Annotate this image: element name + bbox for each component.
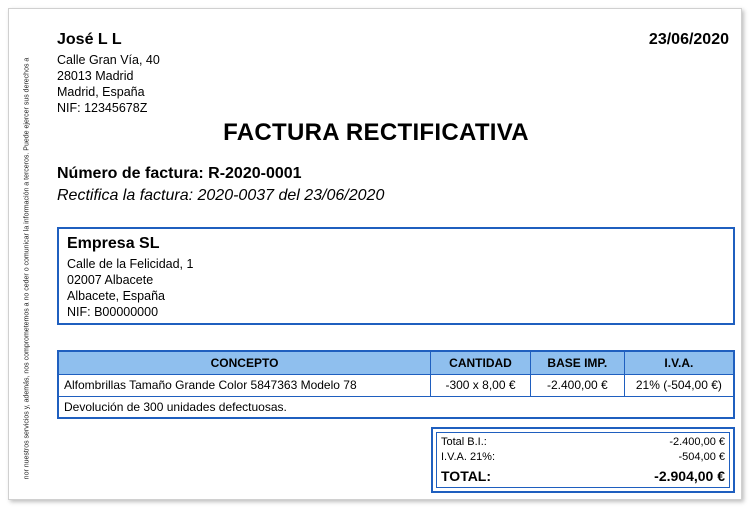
total-iva-value: -504,00 € [678, 451, 725, 463]
client-region: Albacete, España [67, 289, 165, 303]
invoice-date: 23/06/2020 [648, 31, 729, 48]
table-header-row [58, 351, 734, 374]
cell-concepto: Alfombrillas Tamaño Grande Color 5847363 Modelo 78 [58, 374, 431, 396]
header-base: BASE IMP. [530, 351, 624, 374]
total-bi-value: -2.400,00 € [669, 436, 725, 448]
cell-description: Devolución de 300 unidades defectuosas. [58, 396, 734, 418]
cell-base: -2.400,00 € [530, 374, 624, 396]
grand-total-row [441, 467, 725, 485]
document-title: FACTURA RECTIFICATIVA [223, 119, 529, 146]
total-iva-row [441, 450, 725, 465]
invoice-number: Número de factura: R-2020-0001 [57, 165, 302, 182]
client-nif: NIF: B00000000 [67, 305, 159, 319]
grand-total-label: TOTAL: [441, 468, 492, 484]
sender-nif: NIF: 12345678Z [57, 101, 148, 115]
sender-city: 28013 Madrid [57, 69, 134, 83]
total-iva-label: I.V.A. 21%: [441, 451, 496, 463]
invoice-page [8, 8, 742, 500]
total-bi-label: Total B.I.: [441, 436, 487, 448]
table-row [58, 374, 734, 396]
header-cantidad: CANTIDAD [431, 351, 531, 374]
items-table [57, 350, 735, 419]
totals-block [431, 427, 735, 493]
sender-name: José L L [57, 31, 122, 48]
client-block [57, 227, 735, 325]
sender-block [57, 31, 160, 116]
rectified-invoice-ref: Rectifica la factura: 2020-0037 del 23/06/2020 [57, 187, 385, 204]
cell-cantidad: -300 x 8,00 € [431, 374, 531, 396]
privacy-side-note: nor nuestros servicios y, además, nos comprometemos a no ceder o comunicar la información a terceros. Puede ejercer sus derechos a [23, 57, 31, 480]
grand-total-value: -2.904,00 € [654, 468, 725, 484]
total-bi-row [441, 435, 725, 450]
sender-address: Calle Gran Vía, 40 [57, 53, 160, 67]
client-name: Empresa SL [67, 235, 160, 252]
header-concepto: CONCEPTO [58, 351, 431, 374]
sender-region: Madrid, España [57, 85, 145, 99]
header-iva: I.V.A. [624, 351, 734, 374]
client-address: Calle de la Felicidad, 1 [67, 257, 194, 271]
cell-iva: 21% (-504,00 €) [624, 374, 734, 396]
client-city: 02007 Albacete [67, 273, 154, 287]
table-description-row [58, 396, 734, 418]
